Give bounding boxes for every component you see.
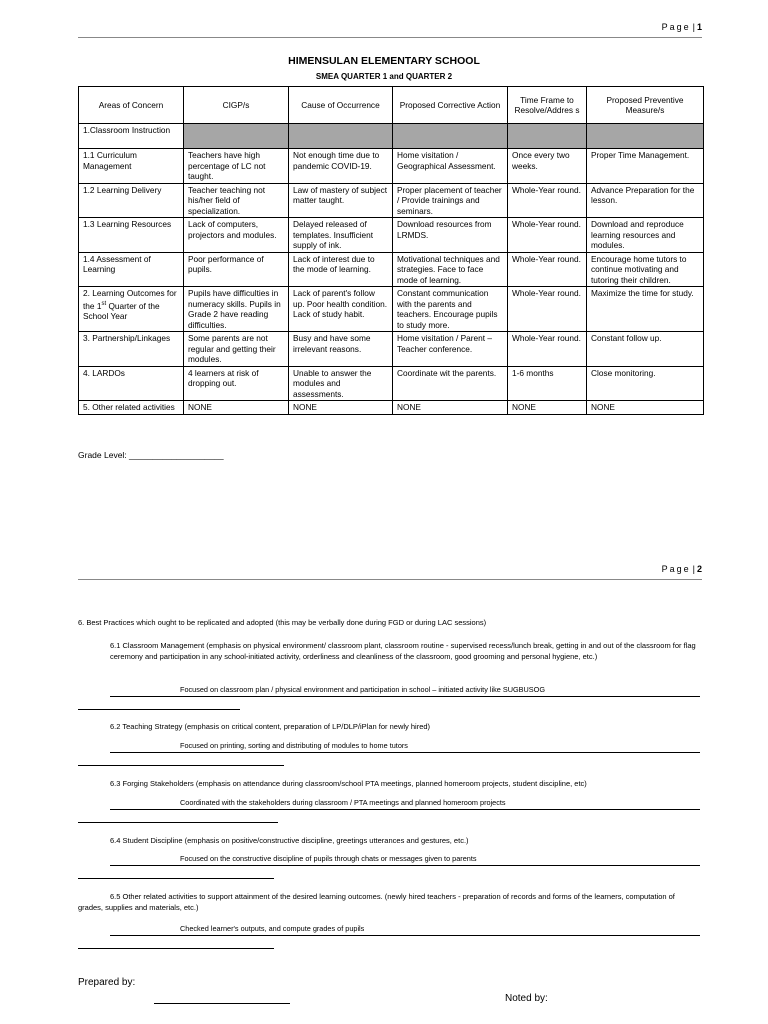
table-cell: Whole-Year round. [508,332,587,367]
shaded-cell [184,124,289,149]
practice-answer-line [110,740,700,753]
table-cell: Delayed released of templates. Insufficient supply of ink. [289,218,393,253]
area-of-concern-cell: 2. Learning Outcomes for the 1st Quarter of the School Year [79,287,184,332]
table-row [79,366,704,401]
section-row [79,124,704,149]
table-cell: Advance Preparation for the lesson. [587,183,704,218]
answer-continuation-line [78,709,240,710]
shaded-cell [393,124,508,149]
col-header-corrective: Proposed Corrective Action [393,87,508,124]
page-separator: | [692,22,695,32]
table-cell: Constant follow up. [587,332,704,367]
report-subtitle: SMEA QUARTER 1 and QUARTER 2 [315,72,453,81]
area-of-concern-cell: 3. Partnership/Linkages [79,332,184,367]
prepared-by-label: Prepared by: [78,977,136,988]
area-of-concern-cell: 1.2 Learning Delivery [79,183,184,218]
practice-prompt: 6.2 Teaching Strategy (emphasis on critical content, preparation of LP/DLP/iPlan for newly hired) [110,722,431,731]
table-cell: NONE [508,401,587,415]
table-row [79,183,704,218]
practice-answer-line [110,853,700,866]
practice-prompt: 6.5 Other related activities to support attainment of the desired learning outcomes. (newly hired teachers - preparation of records and forms of the learners, computation of grades, supplies and materials, etc.) [78,892,675,912]
table-row [79,401,704,415]
area-of-concern-cell: 4. LARDOs [79,366,184,401]
table-row [79,149,704,184]
smea-table [78,86,704,415]
col-header-cause: Cause of Occurrence [289,87,393,124]
page-label: Page [661,564,691,574]
table-cell: Lack of parent's follow up. Poor health condition. Lack of study habit. [289,287,393,332]
table-cell: Whole-Year round. [508,252,587,287]
header-rule [78,579,702,580]
table-cell: Proper placement of teacher / Provide trainings and seminars. [393,183,508,218]
practice-answer-line [110,684,700,697]
shaded-cell [587,124,704,149]
table-cell: Home visitation / Parent – Teacher conference. [393,332,508,367]
table-cell: Teacher teaching not his/her field of specialization. [184,183,289,218]
table-cell: Encourage home tutors to continue motivating and tutoring their children. [587,252,704,287]
table-cell: Once every two weeks. [508,149,587,184]
table-cell: Pupils have difficulties in numeracy skills. Pupils in Grade 2 have reading difficulties. [184,287,289,332]
page-number-2 [662,564,702,574]
page-label: Page [661,22,691,32]
practice-prompt: 6.1 Classroom Management (emphasis on physical environment/ classroom plant, classroom routine - supervised recess/lunch break, getting in and out of the classroom for flag ceremony and participation in any school-initiated activity, orderliness and cleanliness of the classroom, good grooming and personal hygiene, etc.) [110,641,696,661]
table-header-row [79,87,704,124]
table-cell: Busy and have some irrelevant reasons. [289,332,393,367]
practice-answer: Focused on printing, sorting and distributing of modules to home tutors [180,741,408,750]
table-cell: Maximize the time for study. [587,287,704,332]
table-cell: Lack of computers, projectors and modules. [184,218,289,253]
grade-level: Grade Level: ____________________ [78,450,224,460]
table-cell: Whole-Year round. [508,218,587,253]
section-title: 1.Classroom Instruction [79,124,184,149]
area-of-concern-cell: 1.1 Curriculum Management [79,149,184,184]
answer-continuation-line [78,822,278,823]
table-cell: NONE [587,401,704,415]
table-cell: Proper Time Management. [587,149,704,184]
school-title: HIMENSULAN ELEMENTARY SCHOOL [288,55,480,67]
page-number-value: 1 [696,22,702,32]
header-rule [78,37,702,38]
table-cell: Whole-Year round. [508,287,587,332]
table-row [79,218,704,253]
practice-prompt: 6.4 Student Discipline (emphasis on positive/constructive discipline, greetings utterances and gestures, etc.) [110,836,469,845]
prepared-by-signature-line [154,1003,290,1004]
table-cell: Download resources from LRMDS. [393,218,508,253]
table-cell: Download and reproduce learning resources and modules. [587,218,704,253]
area-of-concern-cell: 5. Other related activities [79,401,184,415]
practice-prompt: 6.3 Forging Stakeholders (emphasis on attendance during classroom/school PTA meetings, planned homeroom projects, student discipline, etc) [110,779,587,788]
table-cell: Motivational techniques and strategies. Face to face mode of learning. [393,252,508,287]
practice-answer-line [110,797,700,810]
noted-by-label: Noted by: [505,993,548,1004]
area-of-concern-cell: 1.4 Assessment of Learning [79,252,184,287]
practice-answer: Focused on the constructive discipline of pupils through chats or messages given to parents [180,854,477,863]
answer-continuation-line [78,948,274,949]
table-cell: Constant communication with the parents and teachers. Encourage pupils to study more. [393,287,508,332]
table-cell: 4 learners at risk of dropping out. [184,366,289,401]
col-header-preventive: Proposed Preventive Measure/s [587,87,704,124]
col-header-cigp: CIGP/s [184,87,289,124]
table-cell: Not enough time due to pandemic COVID-19. [289,149,393,184]
table-cell: Some parents are not regular and getting their modules. [184,332,289,367]
col-header-timeframe: Time Frame to Resolve/Addres s [508,87,587,124]
table-cell: Teachers have high percentage of LC not taught. [184,149,289,184]
table-cell: Unable to answer the modules and assessments. [289,366,393,401]
table-cell: Home visitation / Geographical Assessment. [393,149,508,184]
practice-answer: Checked learner's outputs, and compute grades of pupils [180,924,365,933]
table-row [79,332,704,367]
page-number-value: 2 [696,564,702,574]
table-cell: Lack of interest due to the mode of learning. [289,252,393,287]
practice-answer-line [110,923,700,936]
table-cell: NONE [393,401,508,415]
answer-continuation-line [78,878,274,879]
table-cell: Close monitoring. [587,366,704,401]
table-cell: Law of mastery of subject matter taught. [289,183,393,218]
table-cell: NONE [184,401,289,415]
table-cell: Poor performance of pupils. [184,252,289,287]
table-cell: Whole-Year round. [508,183,587,218]
table-row [79,287,704,332]
page-separator: | [692,564,695,574]
table-cell: Coordinate wit the parents. [393,366,508,401]
best-practices-title: 6. Best Practices which ought to be replicated and adopted (this may be verbally done during FGD or during LAC sessions) [78,618,487,627]
col-header-areas: Areas of Concern [79,87,184,124]
table-cell: NONE [289,401,393,415]
practice-answer: Focused on classroom plan / physical environment and participation in school – initiated activity like SUGBUSOG [180,685,546,694]
table-cell: 1-6 months [508,366,587,401]
page-number-1 [662,22,702,32]
shaded-cell [508,124,587,149]
answer-continuation-line [78,765,284,766]
area-of-concern-cell: 1.3 Learning Resources [79,218,184,253]
shaded-cell [289,124,393,149]
table-row [79,252,704,287]
practice-answer: Coordinated with the stakeholders during classroom / PTA meetings and planned homeroom projects [180,798,506,807]
